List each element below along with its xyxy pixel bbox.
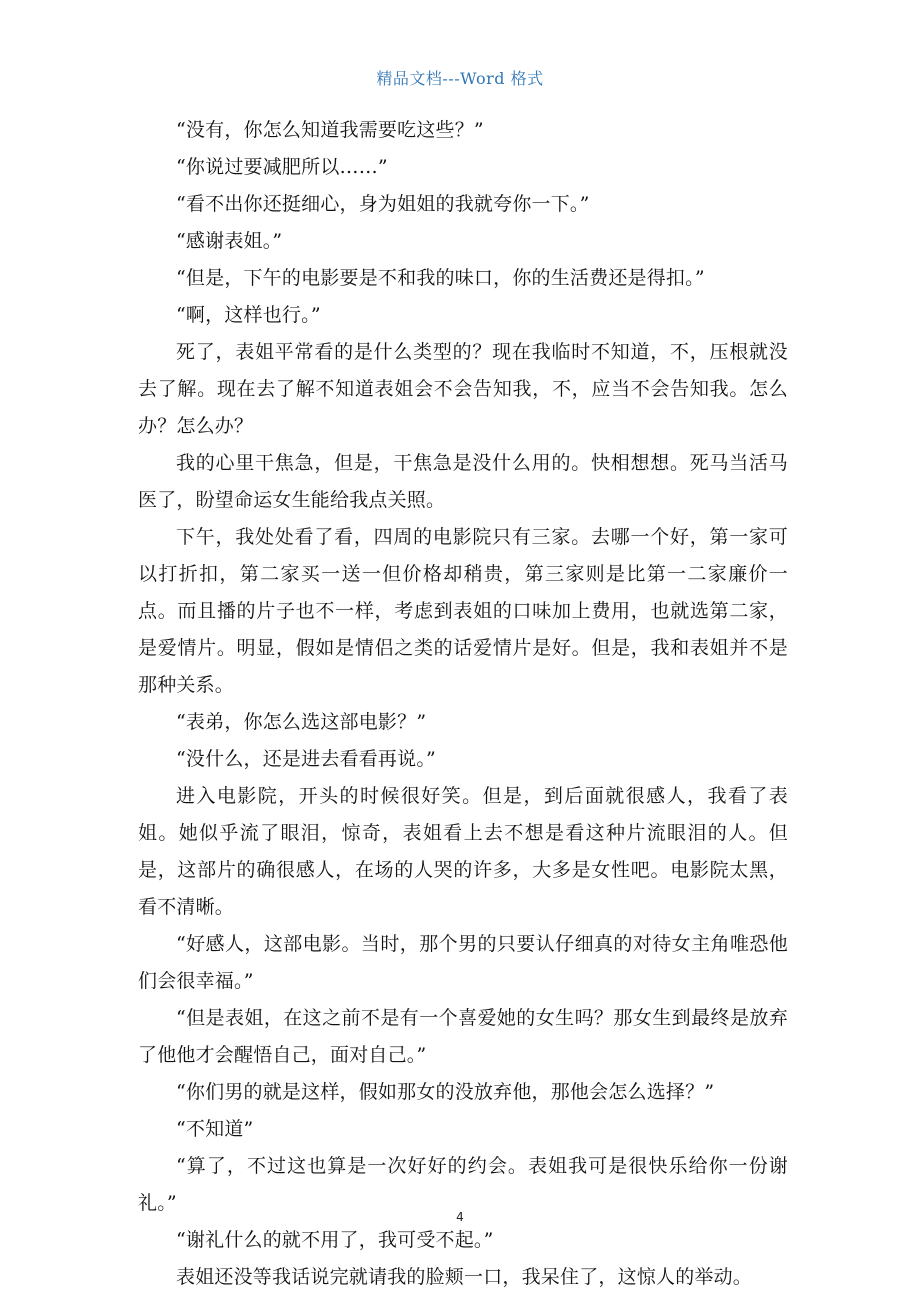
paragraph: “算了，不过这也算是一次好好的约会。表姐我可是很快乐给你一份谢礼。” [138,1155,788,1214]
paragraph: “谢礼什么的就不用了，我可受不起。” [176,1229,494,1251]
paragraph: “没什么，还是进去看看再说。” [176,748,436,770]
paragraph: “不知道” [176,1118,254,1140]
paragraph: “感谢表姐。” [176,230,283,252]
paragraph: “你们男的就是这样，假如那女的没放弃他，那他会怎么选择？” [176,1081,715,1103]
paragraph: “啊，这样也行。” [176,304,321,326]
paragraph: “没有，你怎么知道我需要吃这些？” [176,119,484,141]
paragraph: 下午，我处处看了看，四周的电影院只有三家。去哪一个好，第一家可以打折扣，第二家买一送一但价格却稍贵，第三家则是比第一二家廉价一点。而且播的片子也不一样，考虑到表姐的口味加上费用，也就选第二家，是爱情片。明显，假如是情侣之类的话爱情片是好。但是，我和表姐并不是那种关系。 [138,526,788,696]
paragraph: 进入电影院，开头的时候很好笑。但是，到后面就很感人，我看了表姐。她似乎流了眼泪，惊奇，表姐看上去不想是看这种片流眼泪的人。但是，这部片的确很感人，在场的人哭的许多，大多是女性吧。电影院太黑，看不清晰。 [138,785,788,918]
paragraph: “表弟，你怎么选这部电影？” [176,711,427,733]
document-body [138,112,788,1296]
document-header: 精品文档---Word 格式 [376,69,544,88]
paragraph: “好感人，这部电影。当时，那个男的只要认仔细真的对待女主角唯恐他们会很幸福。” [138,933,788,992]
paragraph: “但是表姐，在这之前不是有一个喜爱她的女生吗？那女生到最终是放弃了他他才会醒悟自己，面对自己。” [138,1007,788,1066]
page-number: 4 [456,1210,464,1224]
paragraph: “但是，下午的电影要是不和我的味口，你的生活费还是得扣。” [176,267,705,289]
paragraph: “你说过要减肥所以……” [176,156,388,178]
paragraph: “看不出你还挺细心，身为姐姐的我就夸你一下。” [176,193,590,215]
paragraph: 表姐还没等我话说完就请我的脸颊一口，我呆住了，这惊人的举动。 [176,1266,753,1288]
paragraph: 死了，表姐平常看的是什么类型的？现在我临时不知道，不，压根就没去了解。现在去了解不知道表姐会不会告知我，不，应当不会告知我。怎么办？怎么办？ [138,341,788,437]
paragraph: 我的心里干焦急，但是，干焦急是没什么用的。快相想想。死马当活马医了，盼望命运女生能给我点关照。 [138,452,788,511]
